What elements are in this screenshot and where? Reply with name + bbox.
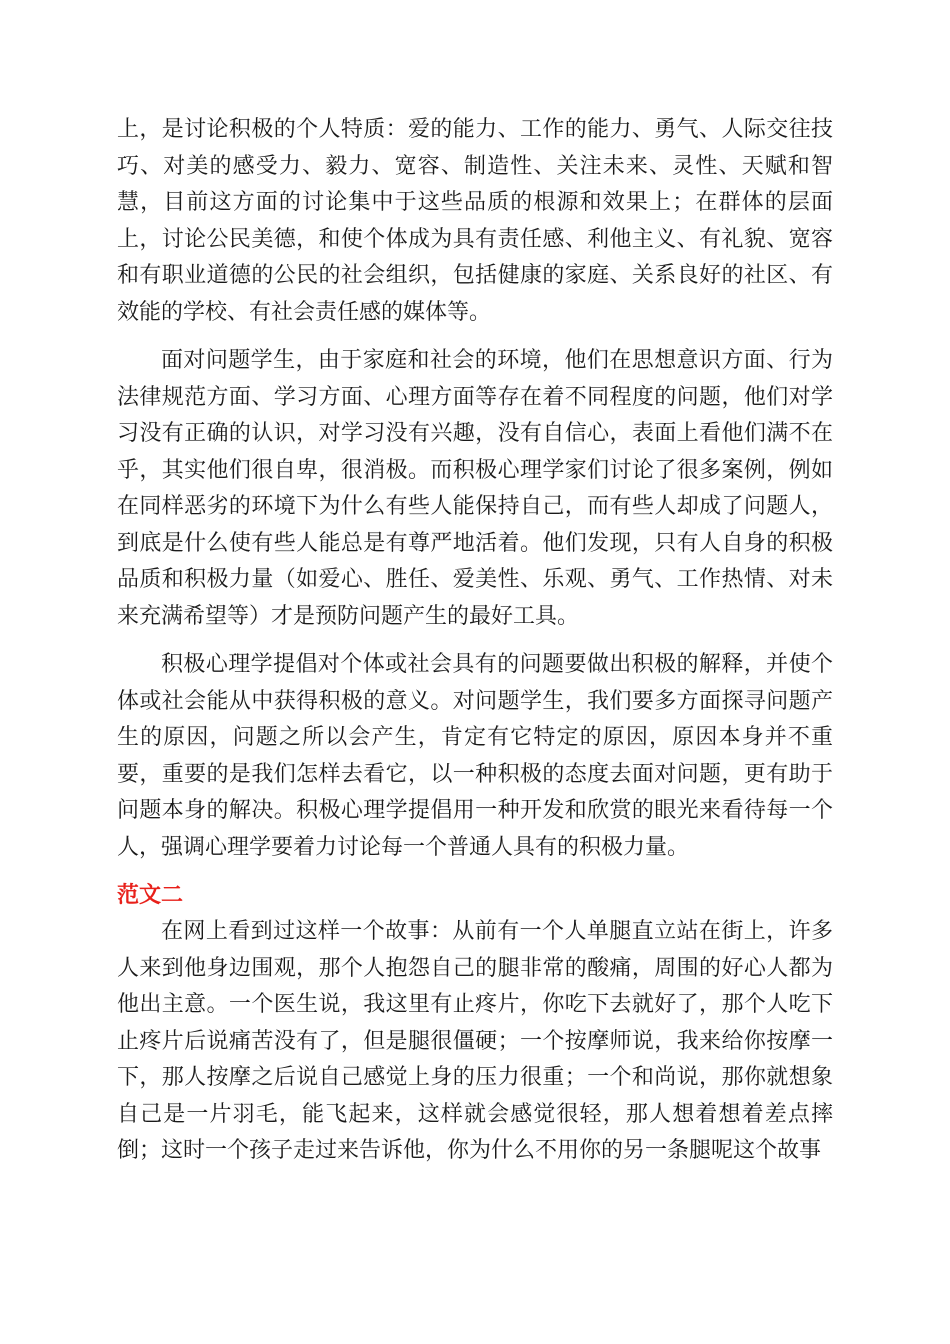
paragraph-positive-interpretation: 积极心理学提倡对个体或社会具有的问题要做出积极的解释，并使个体或社会能从中获得积极的意义。对问题学生，我们要多方面探寻问题产生的原因，问题之所以会产生，肯定有它特定的原因，原因本身并不重要，重要的是我们怎样去看它，以一种积极的态度去面对问题，更有助于问题本身的解决。积极心理学提倡用一种开发和欣赏的眼光来看待每一个人，强调心理学要着力讨论每一个普通人具有的积极力量。: [117, 652, 833, 860]
paragraph-personal-traits: 上，是讨论积极的个人特质：爱的能力、工作的能力、勇气、人际交往技巧、对美的感受力、毅力、宽容、制造性、关注未来、灵性、天赋和智慧，目前这方面的讨论集中于这些品质的根源和效果上；在群体的层面上，讨论公民美德，和使个体成为具有责任感、利他主义、有礼貌、宽容和有职业道德的公民的社会组织，包括健康的家庭、关系良好的社区、有效能的学校、有社会责任感的媒体等。: [117, 117, 833, 325]
document-page: [117, 112, 833, 1170]
paragraph-problem-students: 面对问题学生，由于家庭和社会的环境，他们在思想意识方面、行为法律规范方面、学习方面、心理方面等存在着不同程度的问题，他们对学习没有正确的认识，对学习没有兴趣，没有自信心，表面上看他们满不在乎，其实他们很自卑，很消极。而积极心理学家们讨论了很多案例，例如在同样恶劣的环境下为什么有些人能保持自己，而有些人却成了问题人，到底是什么使有些人能总是有尊严地活着。他们发现，只有人自身的积极品质和积极力量（如爱心、胜任、爱美性、乐观、勇气、工作热情、对未来充满希望等）才是预防问题产生的最好工具。: [117, 348, 833, 629]
section-heading-sample-two: 范文二: [117, 883, 184, 908]
paragraph-one-leg-story: 在网上看到过这样一个故事：从前有一个人单腿直立站在街上，许多人来到他身边围观，那个人抱怨自己的腿非常的酸痛，周围的好心人都为他出主意。一个医生说，我这里有止疼片，你吃下去就好了，那个人吃下止疼片后说痛苦没有了，但是腿很僵硬；一个按摩师说，我来给你按摩一下，那人按摩之后说自己感觉上身的压力很重；一个和尚说，那你就想象自己是一片羽毛，能飞起来，这样就会感觉很轻，那人想着想着差点摔倒；这时一个孩子走过来告诉他，你为什么不用你的另一条腿呢这个故事: [117, 919, 833, 1163]
